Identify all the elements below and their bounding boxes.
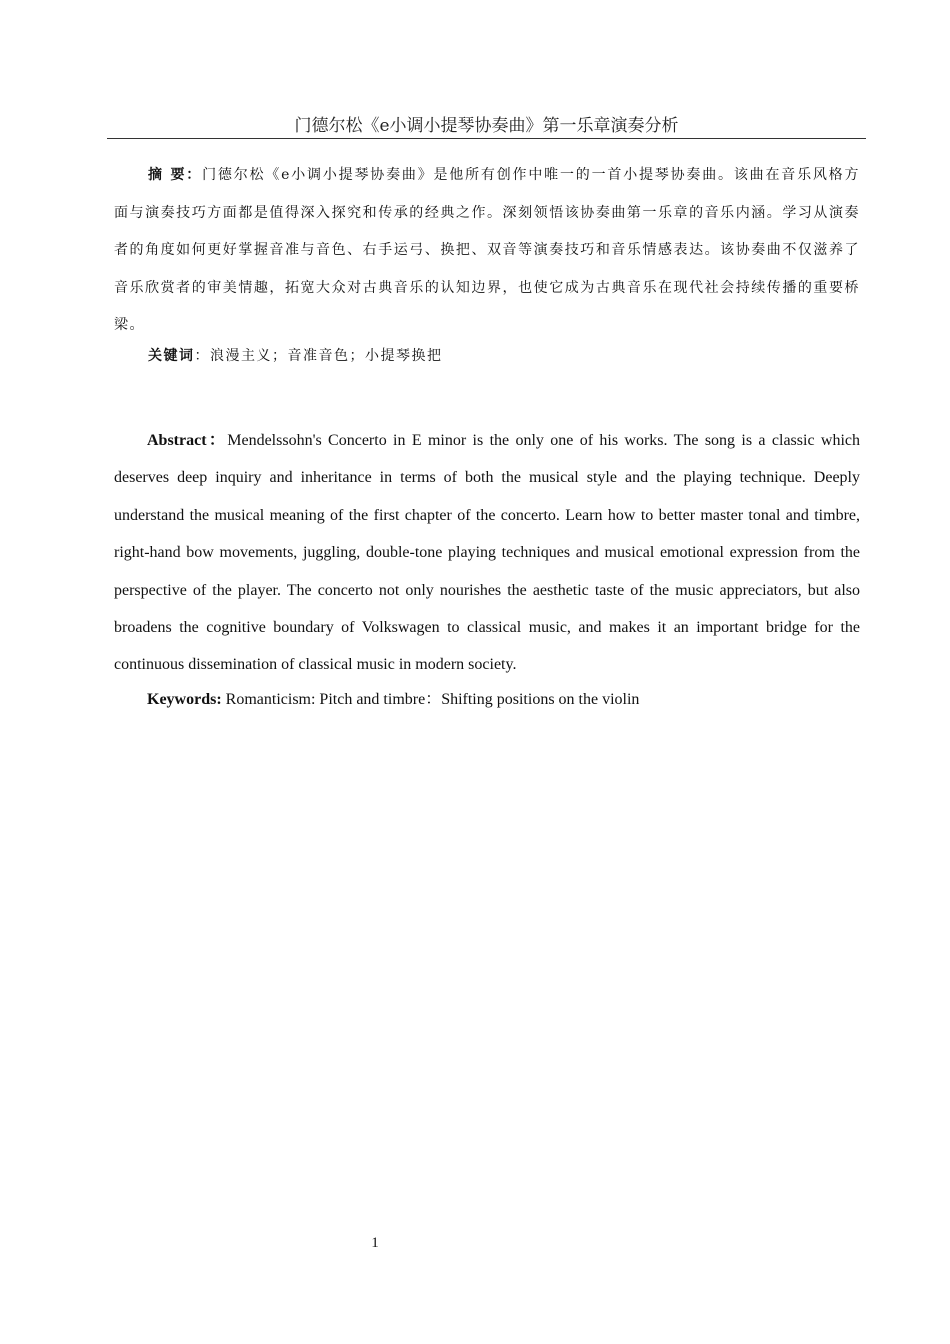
english-abstract [114, 422, 860, 684]
chinese-abstract-label: 摘 要： [148, 167, 203, 183]
english-keywords-label: Keywords: [147, 691, 222, 708]
chinese-keywords-text: ：浪漫主义；音准音色；小提琴换把 [194, 348, 443, 364]
chinese-keywords-label: 关键词 [148, 348, 195, 364]
english-abstract-label: Abstract： [147, 432, 228, 449]
page-number: 1 [371, 1235, 379, 1251]
chinese-abstract-text: 门德尔松《e小调小提琴协奏曲》是他所有创作中唯一的一首小提琴协奏曲。该曲在音乐风格方面与演奏技巧方面都是值得深入探究和传承的经典之作。深刻领悟该协奏曲第一乐章的音乐内涵。学习从演奏者的角度如何更好掌握音准与音色、右手运弓、换把、双音等演奏技巧和音乐情感表达。该协奏曲不仅滋养了音乐欣赏者的审美情趣，拓宽大众对古典音乐的认知边界，也使它成为古典音乐在现代社会持续传播的重要桥梁。 [114, 167, 860, 333]
english-abstract-text: Mendelssohn's Concerto in E minor is the only one of his works. The song is a classic which deserves deep inquiry and inheritance in terms of both the musical style and the playing technique. Deeply understand the musical meaning of the first chapter of the concerto. Learn how to better master tonal and timbre, right-hand bow movements, juggling, double-tone playing techniques and musical emotional expression from the perspective of the player. The concerto not only nourishes the aesthetic taste of the music appreciators, but also broadens the cognitive boundary of Volkswagen to classical music, and makes it an important bridge for the continuous dissemination of classical music in modern society. [114, 432, 860, 674]
chinese-abstract [114, 157, 860, 345]
chinese-keywords [114, 341, 860, 371]
page-header-title: 门德尔松《e小调小提琴协奏曲》第一乐章演奏分析 [294, 116, 679, 136]
english-keywords-text: Romanticism: Pitch and timbre：Shifting positions on the violin [221, 691, 640, 708]
header-divider [107, 138, 866, 139]
english-keywords [114, 685, 860, 715]
